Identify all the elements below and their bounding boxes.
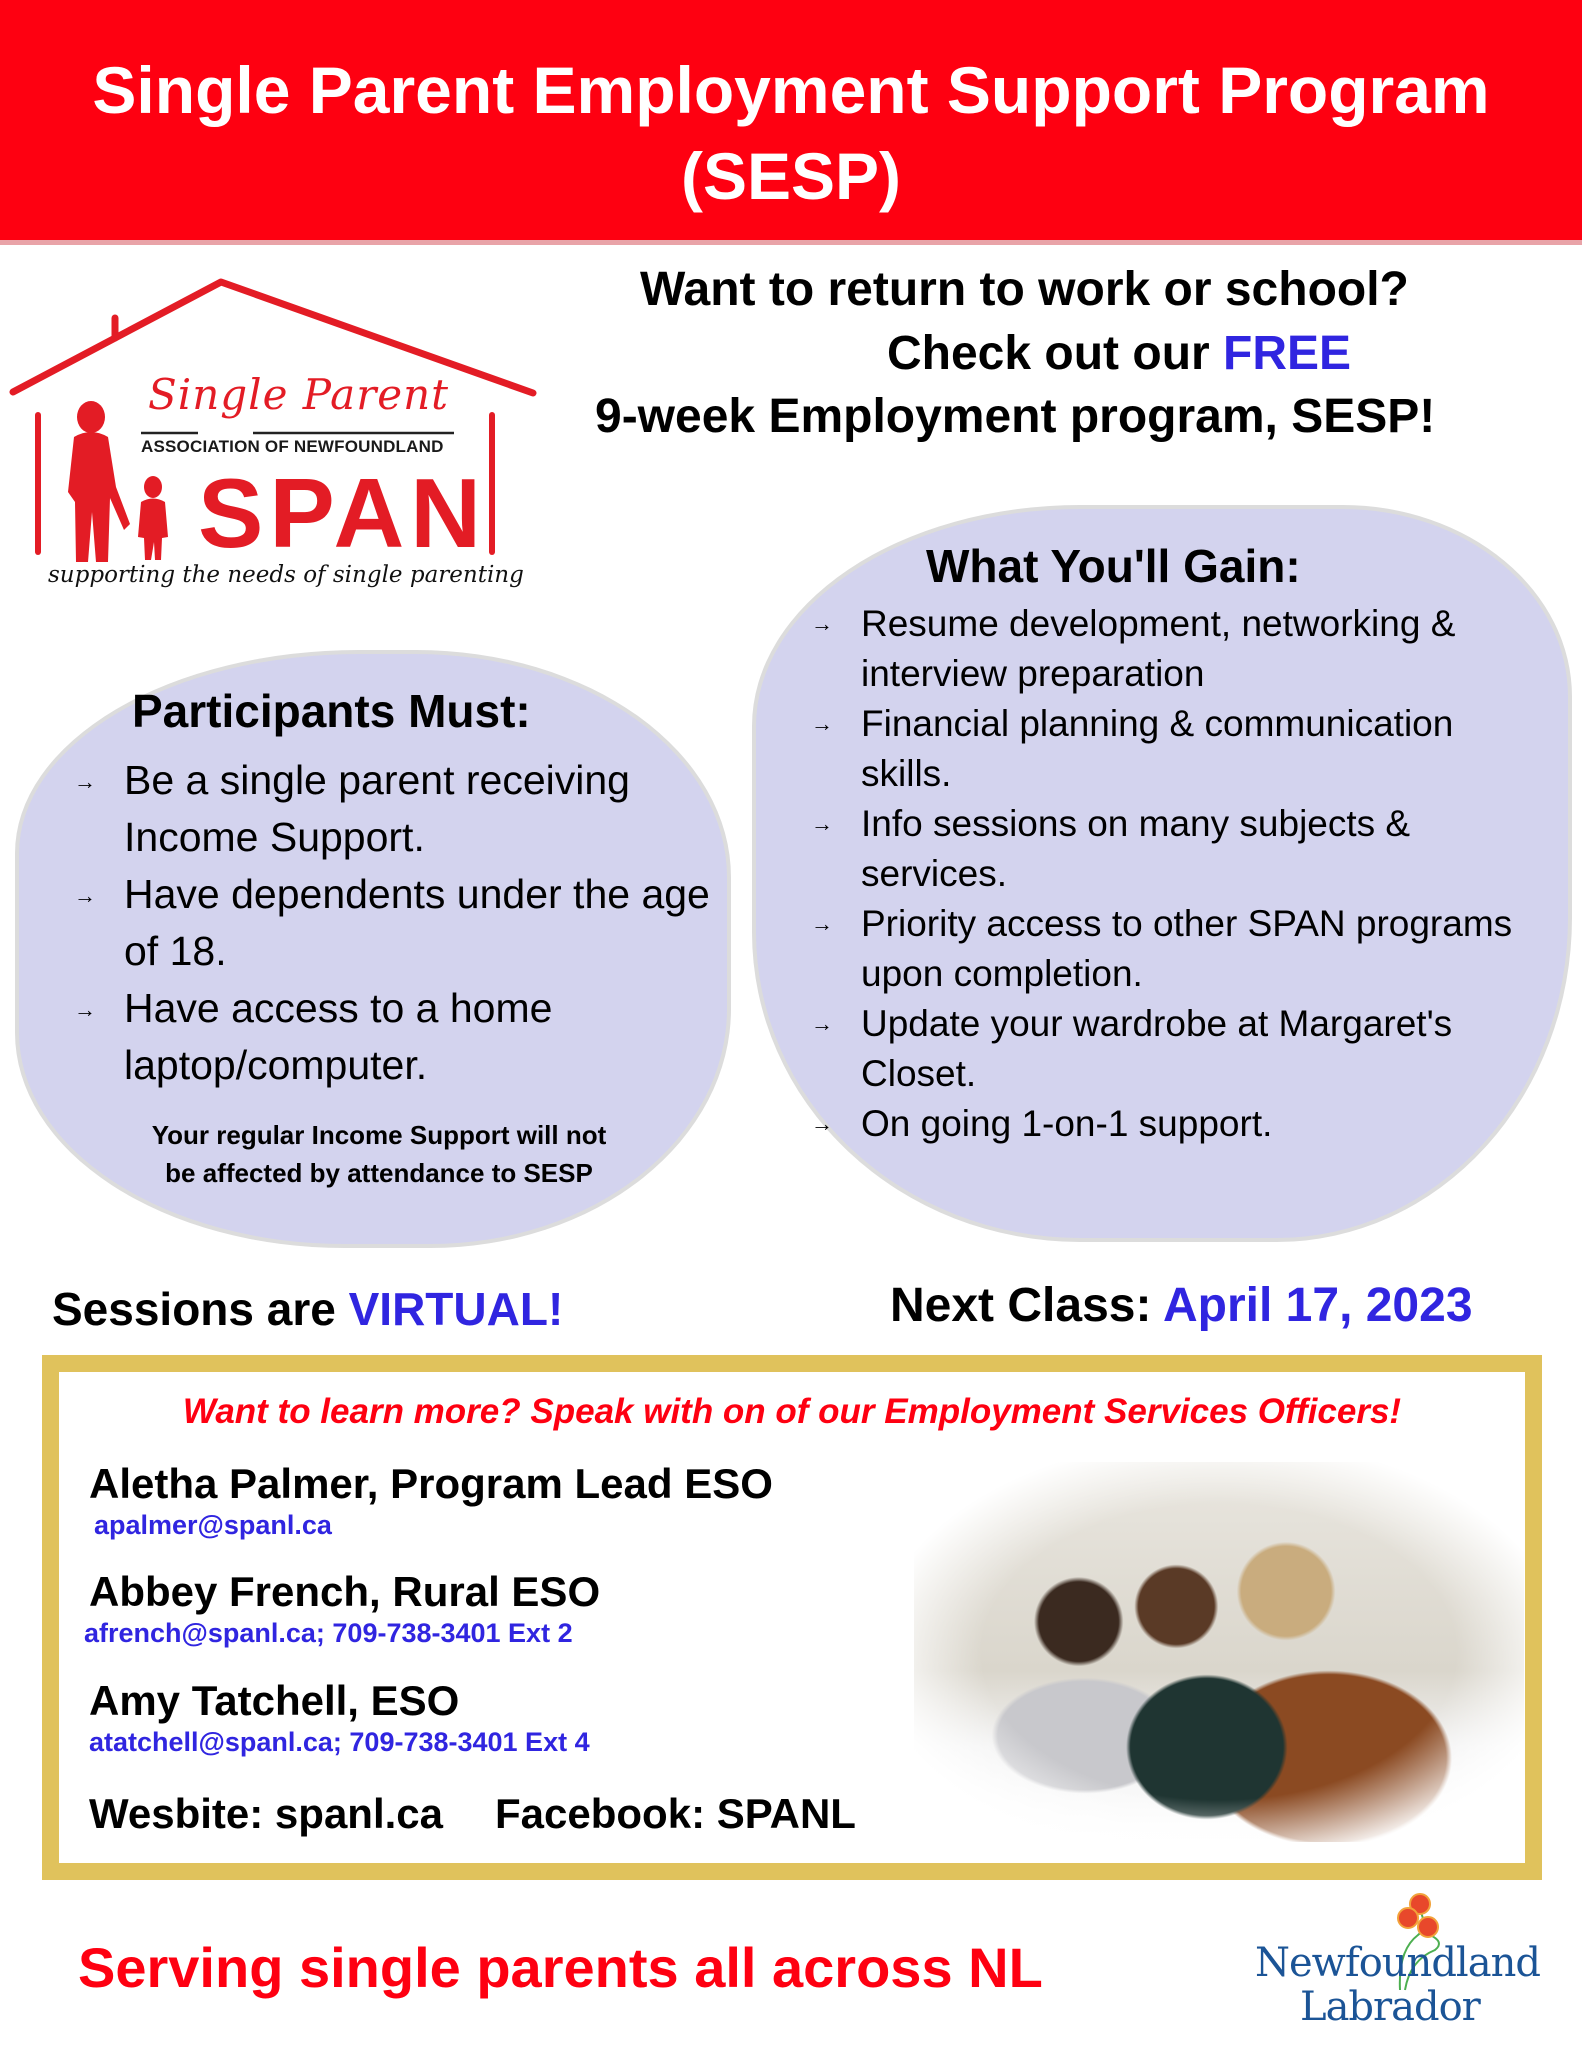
gains-panel [752,505,1572,1242]
sessions-label: Sessions are [52,1283,349,1335]
list-item [74,752,714,866]
logo-acronym: SPAN [198,458,488,568]
arrow-right-icon: → [811,811,833,836]
income-support-note [59,1116,699,1192]
list-item-text: Have dependents under the age of 18. [124,871,710,974]
span-logo [8,262,538,602]
list-item [811,599,1551,699]
contact-person [89,1677,590,1758]
next-class-label: Next Class: [890,1279,1163,1332]
list-item-text: On going 1-on-1 support. [861,1103,1273,1144]
list-item [811,999,1551,1099]
contact-box [42,1355,1542,1880]
contact-lead: Want to learn more? Speak with on of our Employment Services Officers! [182,1392,1402,1431]
contact-email-link[interactable]: apalmer@spanl.ca [94,1510,332,1540]
gov-logo-line-1: Newfoundland [1255,1940,1540,1986]
list-item-text: Have access to a home laptop/computer. [124,985,553,1088]
list-item [811,899,1551,999]
participants-list [74,752,714,1094]
social-links [89,1790,856,1838]
intro-line-2 [887,326,1351,381]
gains-title: What You'll Gain: [926,540,1301,592]
contact-person [84,1568,601,1649]
list-item-text: Info sessions on many subjects & services. [861,803,1411,894]
logo-association-text: ASSOCIATION OF NEWFOUNDLAND [141,437,444,456]
newfoundland-labrador-logo [1250,1880,1540,2040]
list-item [811,699,1551,799]
contact-email-link[interactable]: afrench@spanl.ca; 709-738-3401 Ext 2 [84,1618,573,1648]
sessions-virtual [52,1282,563,1336]
arrow-right-icon: → [74,883,96,908]
intro-line-1: Want to return to work or school? [640,263,1409,316]
arrow-right-icon: → [811,1111,833,1136]
facebook-link[interactable]: Facebook: SPANL [495,1790,856,1837]
contact-name: Aletha Palmer, Program Lead ESO [89,1460,773,1507]
free-highlight: FREE [1223,327,1352,380]
list-item [811,1099,1551,1149]
arrow-right-icon: → [74,997,96,1022]
next-class [890,1278,1473,1333]
arrow-right-icon: → [811,911,833,936]
list-item [74,980,714,1094]
arrow-right-icon: → [811,611,833,636]
participants-title: Participants Must: [132,685,531,737]
note-line-2: be affected by attendance to SESP [165,1158,593,1188]
website-link[interactable]: Wesbite: spanl.ca [89,1790,444,1837]
gov-logo-line-2: Labrador [1300,1984,1480,2030]
arrow-right-icon: → [811,711,833,736]
list-item-text: Be a single parent receiving Income Support. [124,757,630,860]
intro-line-3: 9-week Employment program, SESP! [595,390,1436,443]
intro-line-2-prefix: Check out our [887,327,1224,380]
logo-tagline: supporting the needs of single parenting [48,562,524,588]
contact-person [89,1460,773,1541]
contact-name: Abbey French, Rural ESO [89,1568,601,1615]
page-subtitle: (SESP) [680,139,902,213]
women-in-meeting-photo [914,1462,1524,1842]
virtual-highlight: VIRTUAL! [348,1283,564,1335]
note-line-1: Your regular Income Support will not [151,1120,607,1150]
list-item-text: Resume development, networking & interview preparation [861,603,1456,694]
contact-name: Amy Tatchell, ESO [89,1677,460,1724]
list-item [811,799,1551,899]
header-banner [0,0,1582,245]
gains-list [811,599,1551,1149]
list-item-text: Update your wardrobe at Margaret's Closet. [861,1003,1453,1094]
next-class-date: April 17, 2023 [1163,1279,1473,1332]
arrow-right-icon: → [74,769,96,794]
footer-tagline: Serving single parents all across NL [78,1936,1043,1999]
list-item [74,866,714,980]
list-item-text: Financial planning & communication skills. [861,703,1454,794]
list-item-text: Priority access to other SPAN programs upon completion. [861,903,1513,994]
logo-script-text: Single Parent [148,370,450,419]
participants-panel [15,650,731,1248]
page-title: Single Parent Employment Support Program [92,53,1490,127]
contact-email-link[interactable]: atatchell@spanl.ca; 709-738-3401 Ext 4 [89,1727,590,1757]
arrow-right-icon: → [811,1011,833,1036]
